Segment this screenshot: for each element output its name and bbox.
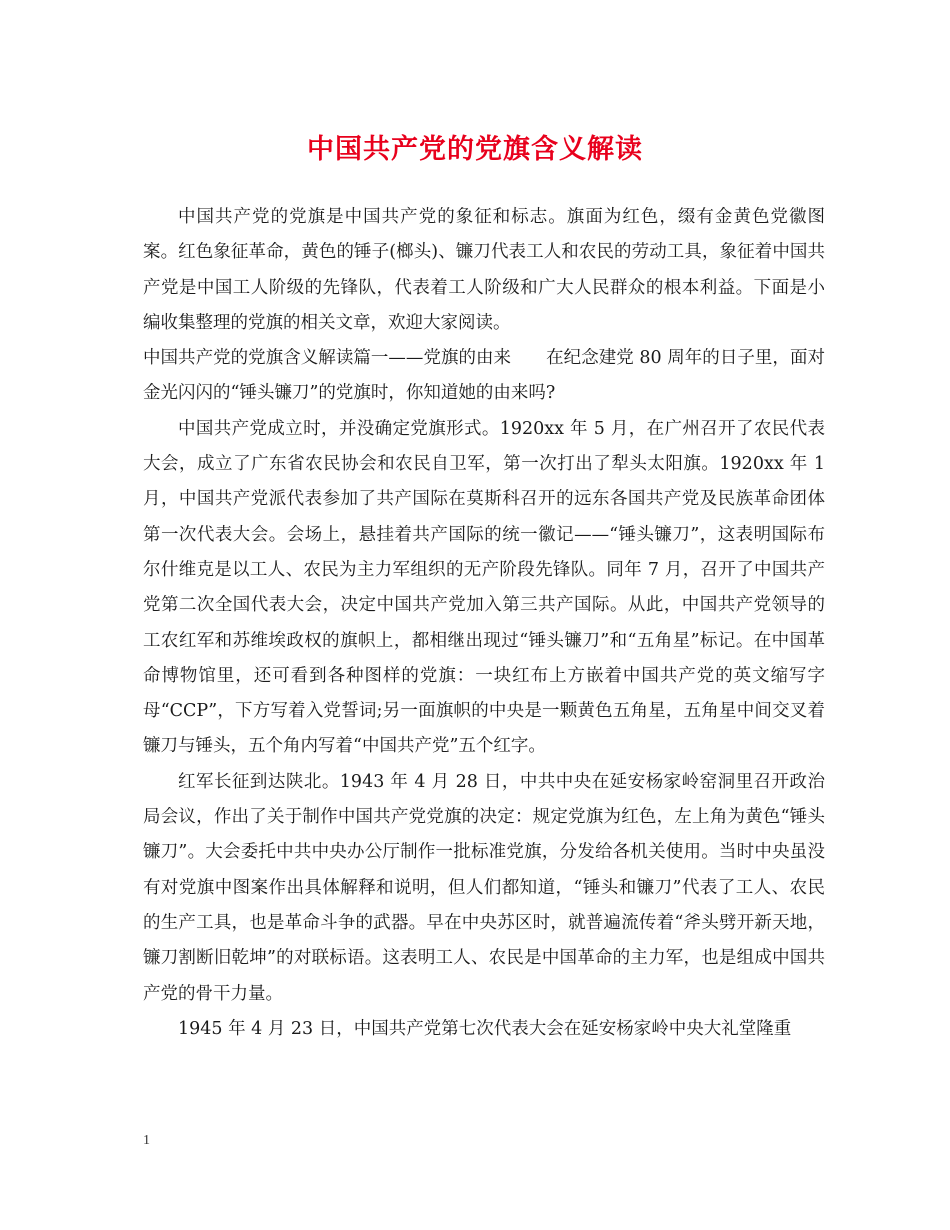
document-body — [143, 200, 825, 1047]
document-title: 中国共产党的党旗含义解读 — [307, 134, 643, 165]
paragraph-history-yanan: 红军长征到达陕北。1943 年 4 月 28 日，中共中央在延安杨家岭窑洞里召开政治局会议，作出了关于制作中国共产党党旗的决定：规定党旗为红色，左上角为黄色“锤头镰刀”。大会委托中共中央办公厅制作一批标准党旗，分发给各机关使用。当时中央虽没有对党旗中图案作出具体解释和说明，但人们都知道，“锤头和镰刀”代表了工人、农民的生产工具，也是革命斗争的武器。早在中央苏区时，就普遍流传着“斧头劈开新天地，镰刀割断旧乾坤”的对联标语。这表明工人、农民是中国革命的主力军，也是组成中国共产党的骨干力量。 — [143, 771, 825, 1004]
page-number: 1 — [143, 1133, 150, 1148]
paragraph-history-founding: 中国共产党成立时，并没确定党旗形式。1920xx 年 5 月，在广州召开了农民代表大会，成立了广东省农民协会和农民自卫军，第一次打出了犁头太阳旗。1920xx 年 1 月，中国共产党派代表参加了共产国际在莫斯科召开的远东各国共产党及民族革命团体第一次代表大会。会场上，悬挂着共产国际的统一徽记——“锤头镰刀”，这表明国际布尔什维克是以工人、农民为主力军组织的无产阶段先锋队。同年 7 月，召开了中国共产党第二次全国代表大会，决定中国共产党加入第三共产国际。从此，中国共产党领导的工农红军和苏维埃政权的旗帜上，都相继出现过“锤头镰刀”和“五角星”标记。在中国革命博物馆里，还可看到各种图样的党旗：一块红布上方嵌着中国共产党的英文缩写字母“CCP”，下方写着入党誓词;另一面旗帜的中央是一颗黄色五角星，五角星中间交叉着镰刀与锤头，五个角内写着“中国共产党”五个红字。 — [143, 418, 825, 757]
paragraph-seventh-congress: 1945 年 4 月 23 日，中国共产党第七次代表大会在延安杨家岭中央大礼堂隆重 — [178, 1018, 792, 1039]
paragraph-section-heading: 中国共产党的党旗含义解读篇一——党旗的由来 在纪念建党 80 周年的日子里，面对金光闪闪的“锤头镰刀”的党旗时，你知道她的由来吗? — [143, 348, 825, 404]
paragraph-intro: 中国共产党的党旗是中国共产党的象征和标志。旗面为红色，缀有金黄色党徽图案。红色象征革命，黄色的锤子(榔头)、镰刀代表工人和农民的劳动工具，象征着中国共产党是中国工人阶级的先锋队，代表着工人阶级和广大人民群众的根本利益。下面是小编收集整理的党旗的相关文章，欢迎大家阅读。 — [143, 207, 825, 333]
